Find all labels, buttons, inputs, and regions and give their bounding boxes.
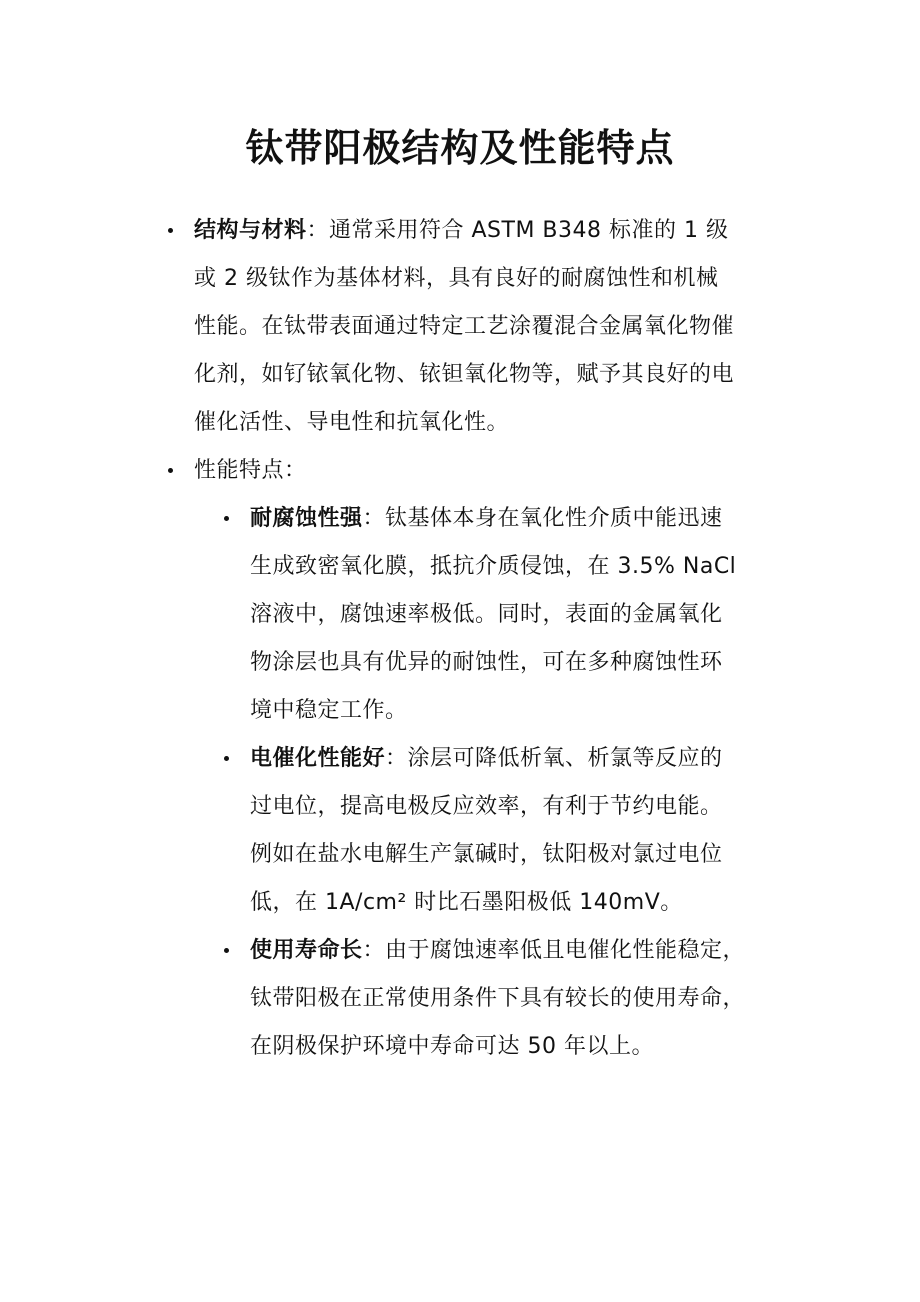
list-item-structure-materials [194,207,794,447]
text-line: 生成致密氧化膜，抵抗介质侵蚀，在 3.5% NaCl [250,554,737,579]
text-line: 催化活性、导电性和抗氧化性。 [194,410,510,435]
term-label: 电催化性能好 [250,746,386,771]
sub-item-service-life [250,927,810,1071]
text-line: 溶液中，腐蚀速率极低。同时，表面的金属氧化 [250,602,723,627]
text-fragment: ：钛基体本身在氧化性介质中能迅速 [362,506,723,531]
text-line: 化剂，如钌铱氧化物、铱钽氧化物等，赋予其良好的电 [194,362,735,387]
list-item-performance [194,447,794,495]
bullet-icon [224,516,229,521]
text-line: 境中稳定工作。 [250,698,408,723]
text-line: 例如在盐水电解生产氯碱时，钛阳极对氯过电位 [250,842,723,867]
text-line [250,735,795,783]
text-line [250,495,795,543]
sub-item-electrocatalysis [250,735,795,927]
text-line: 过电位，提高电极反应效率，有利于节约电能。 [250,794,723,819]
text-fragment: ：涂层可降低析氧、析氯等反应的 [385,746,723,771]
term-label: 结构与材料 [194,218,307,243]
text-line [194,447,794,495]
text-fragment: ：由于腐蚀速率低且电催化性能稳定， [362,938,746,963]
text-line: 性能。在钛带表面通过特定工艺涂覆混合金属氧化物催 [194,314,735,339]
text-line [250,927,810,975]
bullet-icon [224,948,229,953]
term-label: 使用寿命长 [250,938,363,963]
text-line: 在阴极保护环境中寿命可达 50 年以上。 [250,1034,654,1059]
term-label: 性能特点 [194,458,285,483]
text-line [194,207,794,255]
text-fragment: ： [284,458,307,483]
text-line: 钛带阳极在正常使用条件下具有较长的使用寿命， [250,986,746,1011]
text-line: 物涂层也具有优异的耐蚀性，可在多种腐蚀性环 [250,650,723,675]
page-title: 钛带阳极结构及性能特点 [245,126,675,170]
term-label: 耐腐蚀性强 [250,506,363,531]
bullet-icon [224,756,229,761]
sub-item-corrosion-resistance [250,495,795,735]
text-line: 或 2 级钛作为基体材料，具有良好的耐腐蚀性和机械 [194,266,719,291]
bullet-icon [168,228,173,233]
text-fragment: ：通常采用符合 ASTM B348 标准的 1 级 [306,218,729,243]
text-line: 低，在 1A/cm² 时比石墨阳极低 140mV。 [250,890,683,915]
bullet-icon [168,468,173,473]
